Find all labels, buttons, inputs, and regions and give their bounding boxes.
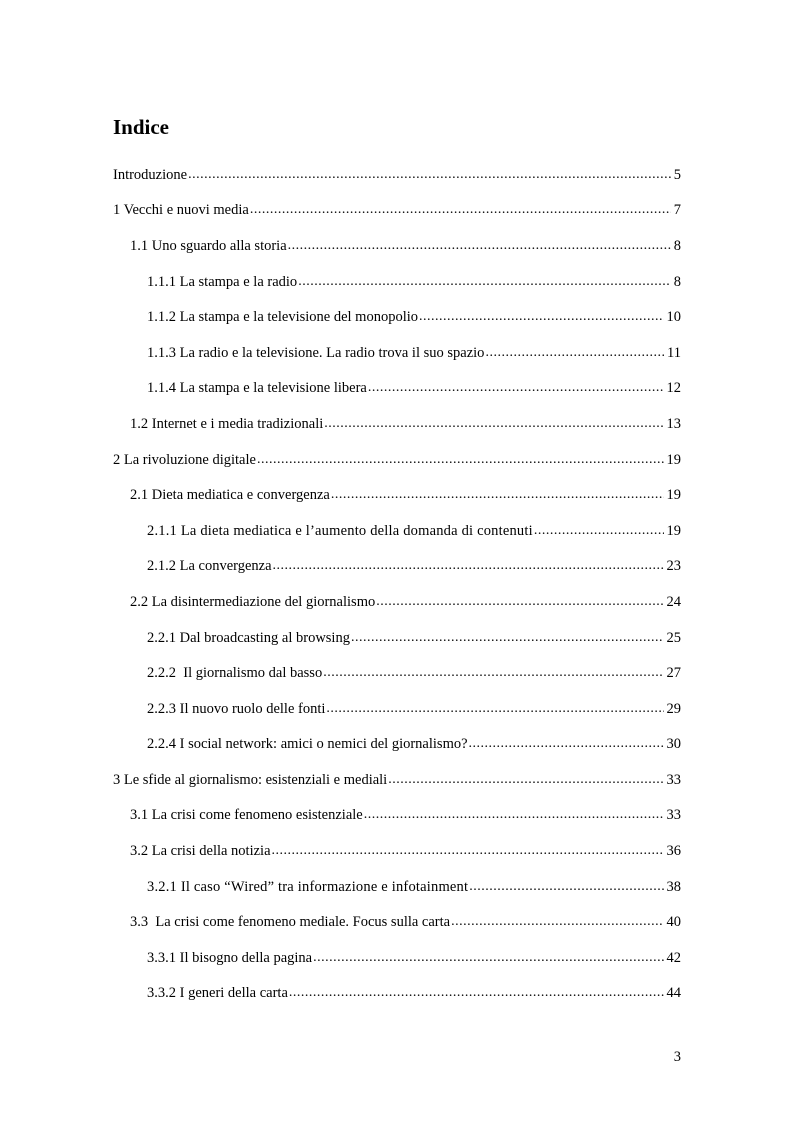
toc-entry-page: 36 [666,843,681,860]
toc-dot-leader [298,272,671,292]
toc-entry-text: 1.1.3 La radio e la televisione. La radio trova il suo spazio [147,344,485,361]
toc-dot-leader [419,307,663,327]
toc-entry-section-2-2-3[interactable] [113,691,681,727]
toc-entry-page: 24 [666,593,681,610]
toc-entry-page: 8 [673,273,681,290]
toc-entry-text: 1.1.2 La stampa e la televisione del monopolio [147,309,419,326]
toc-entry-section-1-1-2[interactable] [113,299,681,335]
toc-entry-chapter-3[interactable] [113,762,681,798]
toc-entry-page: 38 [666,878,681,895]
toc-entry-text: 2.2.3 Il nuovo ruolo delle fonti [147,700,326,717]
toc-dot-leader [534,521,664,541]
toc-entry-section-3-2-1[interactable] [113,869,681,905]
toc-entry-text: 3.2.1 Il caso “Wired” tra informazione e infotainment [147,878,469,895]
toc-entry-text: 3 Le sfide al giornalismo: esistenziali e mediali [113,771,388,788]
toc-entry-text: 2.2.1 Dal broadcasting al browsing [147,629,350,646]
toc-entry-page: 27 [666,665,681,682]
toc-dot-leader [313,948,663,968]
toc-entry-section-2-2-2[interactable] [113,655,681,691]
toc-entry-section-3-2[interactable] [113,833,681,869]
table-of-contents [113,157,681,1011]
toc-entry-text: 2.1.1 La dieta mediatica e l’aumento della domanda di contenuti [147,522,533,539]
toc-entry-chapter-1[interactable] [113,193,681,229]
toc-dot-leader [351,628,664,648]
toc-dot-leader [273,556,664,576]
toc-dot-leader [326,699,663,719]
toc-dot-leader [376,592,663,612]
toc-dot-leader [451,912,663,932]
toc-dot-leader [250,200,671,220]
toc-entry-page: 19 [666,522,681,539]
toc-entry-text: 1.2 Internet e i media tradizionali [130,415,324,432]
toc-entry-section-3-1[interactable] [113,798,681,834]
toc-entry-page: 11 [667,344,681,361]
toc-entry-text: 1.1.4 La stampa e la televisione libera [147,380,367,397]
toc-entry-page: 19 [666,487,681,504]
toc-entry-text: 2 La rivoluzione digitale [113,451,256,468]
toc-dot-leader [469,877,663,897]
toc-entry-page: 42 [666,949,681,966]
toc-dot-leader [272,841,664,861]
toc-entry-section-2-1-2[interactable] [113,549,681,585]
toc-dot-leader [289,983,664,1003]
toc-entry-text: 2.2.4 I social network: amici o nemici del giornalismo? [147,736,468,753]
toc-entry-page: 33 [666,807,681,824]
toc-dot-leader [323,663,663,683]
toc-entry-page: 30 [666,736,681,753]
toc-entry-section-2-2[interactable] [113,584,681,620]
toc-dot-leader [324,414,663,434]
toc-dot-leader [257,450,664,470]
toc-entry-section-3-3[interactable] [113,904,681,940]
toc-entry-page: 8 [673,237,681,254]
toc-entry-text: 3.3 La crisi come fenomeno mediale. Focus sulla carta [130,914,451,931]
toc-entry-page: 33 [666,771,681,788]
toc-entry-section-2-2-1[interactable] [113,620,681,656]
toc-entry-text: 1 Vecchi e nuovi media [113,202,249,219]
toc-entry-section-3-3-2[interactable] [113,976,681,1012]
toc-entry-page: 44 [666,985,681,1002]
toc-entry-page: 29 [666,700,681,717]
toc-entry-section-2-1-1[interactable] [113,513,681,549]
toc-entry-text: Introduzione [113,166,188,183]
toc-entry-text: 2.2.2 Il giornalismo dal basso [147,665,323,682]
page-title: Indice [113,115,170,139]
toc-entry-page: 10 [666,309,681,326]
toc-entry-page: 12 [666,380,681,397]
toc-entry-section-1-2[interactable] [113,406,681,442]
toc-entry-section-2-2-4[interactable] [113,727,681,763]
toc-entry-page: 19 [666,451,681,468]
toc-dot-leader [288,236,671,256]
toc-entry-text: 1.1 Uno sguardo alla storia [130,237,287,254]
toc-entry-text: 2.1 Dieta mediatica e convergenza [130,487,330,504]
toc-entry-text: 3.1 La crisi come fenomeno esistenziale [130,807,363,824]
page-number: 3 [673,1049,681,1065]
toc-dot-leader [188,165,671,185]
toc-entry-text: 3.2 La crisi della notizia [130,843,271,860]
toc-entry-page: 25 [666,629,681,646]
toc-entry-section-2-1[interactable] [113,477,681,513]
toc-entry-section-1-1-3[interactable] [113,335,681,371]
toc-entry-page: 5 [673,166,681,183]
toc-entry-section-1-1[interactable] [113,228,681,264]
toc-dot-leader [331,485,664,505]
toc-entry-text: 1.1.1 La stampa e la radio [147,273,298,290]
toc-entry-introduzione[interactable] [113,157,681,193]
toc-entry-chapter-2[interactable] [113,442,681,478]
toc-entry-text: 2.2 La disintermediazione del giornalismo [130,593,376,610]
toc-dot-leader [388,770,663,790]
toc-entry-page: 40 [666,914,681,931]
toc-entry-text: 2.1.2 La convergenza [147,558,272,575]
toc-entry-section-3-3-1[interactable] [113,940,681,976]
toc-entry-text: 3.3.1 Il bisogno della pagina [147,949,313,966]
toc-entry-page: 7 [673,202,681,219]
toc-dot-leader [364,805,664,825]
toc-entry-text: 3.3.2 I generi della carta [147,985,288,1002]
toc-entry-section-1-1-4[interactable] [113,371,681,407]
toc-dot-leader [368,378,664,398]
toc-entry-page: 13 [666,415,681,432]
toc-dot-leader [485,343,664,363]
toc-entry-page: 23 [666,558,681,575]
toc-dot-leader [469,734,664,754]
toc-entry-section-1-1-1[interactable] [113,264,681,300]
